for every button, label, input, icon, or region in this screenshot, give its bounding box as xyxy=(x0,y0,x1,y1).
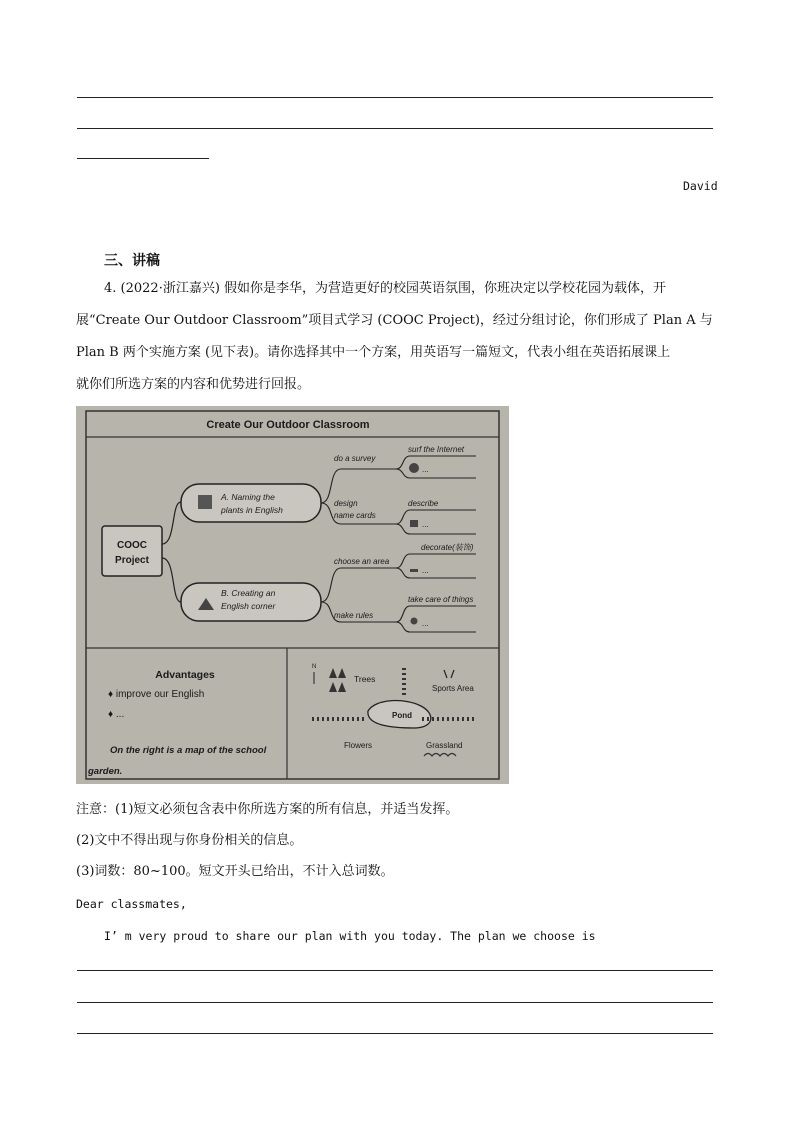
leaf-ellipsis: ... xyxy=(422,520,429,529)
answer-line xyxy=(77,128,713,129)
signature: David xyxy=(683,179,718,193)
connector xyxy=(396,510,476,524)
grass-icon xyxy=(424,754,456,757)
question-line: Plan B 两个实施方案 (见下表)。请你选择其中一个方案，用英语写一篇短文，代表小组在英语拓展课上 xyxy=(76,345,671,360)
grassland-label: Grassland xyxy=(426,741,463,750)
letter-opening: I’ m very proud to share our plan with you today. The plan we choose is xyxy=(104,929,596,943)
answer-line xyxy=(77,1002,713,1003)
connector xyxy=(162,502,181,544)
pond-label: Pond xyxy=(392,711,412,720)
advantage-item: ♦ improve our English xyxy=(108,689,205,700)
note-line: (2)文中不得出现与你身份相关的信息。 xyxy=(76,833,303,848)
connector xyxy=(396,524,476,534)
answer-line xyxy=(77,1033,713,1034)
connector xyxy=(162,558,181,602)
connector xyxy=(321,568,396,602)
plan-a-label: plants in English xyxy=(221,505,283,515)
leaf-label: take care of things xyxy=(408,595,474,604)
trees-icon xyxy=(329,668,346,692)
care-icon xyxy=(411,618,418,625)
connector xyxy=(321,469,396,503)
connector xyxy=(396,456,476,469)
leaf-label: surf the Internet xyxy=(408,445,465,454)
leaf-ellipsis: ... xyxy=(422,619,429,628)
question-line: 展“Create Our Outdoor Classroom”项目式学习 (COOC Project)，经过分组讨论，你们形成了 Plan A 与 xyxy=(76,313,713,328)
advantage-item: ♦ ... xyxy=(108,709,125,720)
trees-label: Trees xyxy=(354,674,376,684)
branch-label: make rules xyxy=(334,611,374,620)
connector xyxy=(396,469,476,478)
leaf-label: describe xyxy=(408,499,439,508)
center-node xyxy=(102,526,162,576)
connector xyxy=(396,568,476,578)
advantages-title: Advantages xyxy=(155,669,215,681)
connector xyxy=(396,606,476,622)
answer-line xyxy=(77,970,713,971)
leaf-ellipsis: ... xyxy=(422,465,429,474)
flowers-label: Flowers xyxy=(344,741,373,750)
letter-salutation: Dear classmates, xyxy=(76,897,187,911)
figure-title: Create Our Outdoor Classroom xyxy=(206,419,370,431)
branch-label: design xyxy=(334,499,358,508)
map-note: garden. xyxy=(88,766,123,777)
section-heading: 三、讲稿 xyxy=(104,253,160,269)
internet-icon xyxy=(409,463,419,473)
plant-icon xyxy=(198,495,212,509)
leaf-ellipsis: ... xyxy=(422,566,429,575)
note-line: (3)词数：80~100。短文开头已给出，不计入总词数。 xyxy=(76,864,394,879)
connector xyxy=(396,554,476,568)
note-line: 注意：(1)短文必须包含表中你所选方案的所有信息，并适当发挥。 xyxy=(76,802,459,817)
leaf-label: decorate(装饰) xyxy=(421,543,474,552)
branch-label: choose an area xyxy=(334,557,390,566)
question-line: 就你们所选方案的内容和优势进行回报。 xyxy=(76,377,311,392)
connector xyxy=(396,622,476,632)
mind-map-and-garden-map xyxy=(76,406,509,784)
branch-label: do a survey xyxy=(334,454,376,463)
answer-line-short xyxy=(77,158,209,159)
sports-area-label: Sports Area xyxy=(432,684,474,693)
card-icon xyxy=(410,520,418,527)
center-label: Project xyxy=(115,555,149,566)
sports-icon xyxy=(444,670,454,678)
question-line: 4. (2022·浙江嘉兴) 假如你是李华，为营造更好的校园英语氛围，你班决定以学校花园为载体，开 xyxy=(104,281,667,296)
map-note: On the right is a map of the school xyxy=(110,745,267,756)
project-figure xyxy=(76,406,509,784)
center-label: COOC xyxy=(117,540,147,551)
plan-b-label: B. Creating an xyxy=(221,588,276,598)
branch-label: name cards xyxy=(334,511,376,520)
plan-a-label: A. Naming the xyxy=(221,492,275,502)
plan-b-label: English corner xyxy=(221,601,276,611)
north-label: N xyxy=(312,664,317,670)
answer-line xyxy=(77,97,713,98)
decorate-icon xyxy=(410,569,418,572)
